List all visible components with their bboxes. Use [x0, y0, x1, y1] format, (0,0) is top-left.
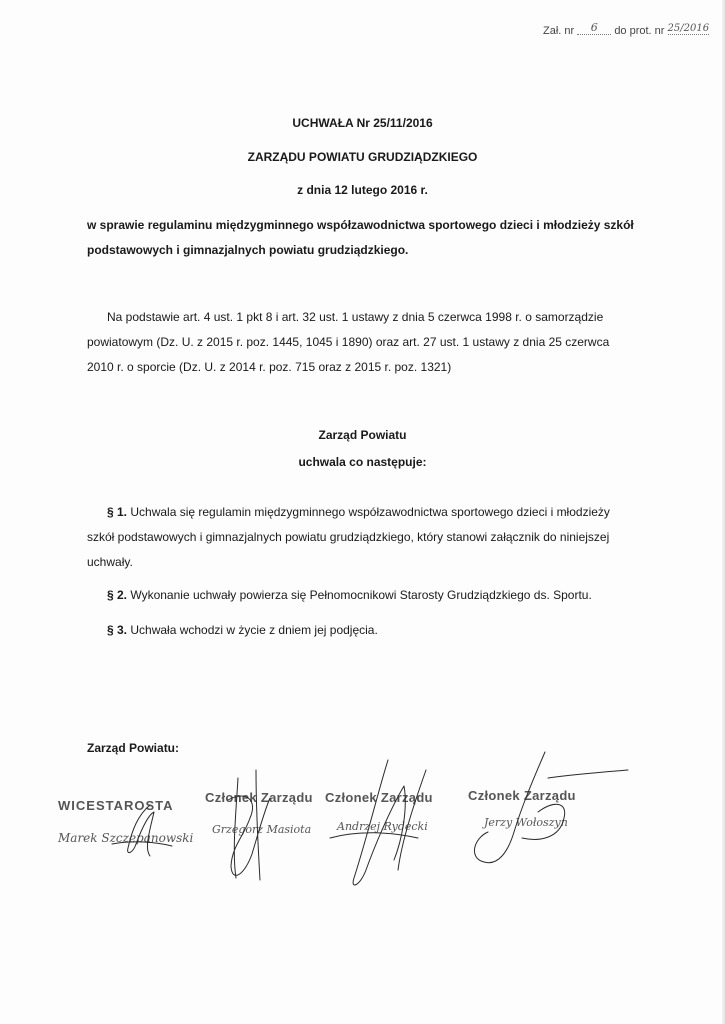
legal-basis: Na podstawie art. 4 ust. 1 pkt 8 i art. 32 ust. 1 ustawy z dnia 5 czerwca 1998 r. o samorządzie powiatowym (Dz. U. z 2015 r. poz. 1445, 1045 i 1890) oraz art. 27 ust. 1 ustawy z dnia 25 czerwca 2010 r. o sporcie (Dz. U. z 2014 r. poz. 715 oraz z 2015 r. poz. 1321)	[87, 310, 610, 374]
signatory-3-name: Andrzej Rydecki	[337, 820, 428, 833]
signatory-1-name: Marek Szczepanowski	[58, 831, 194, 845]
paragraph-3	[87, 618, 635, 643]
protocol-note-prefix: Zał. nr	[543, 25, 575, 37]
signatory-2-name: Grzegorz Masiota	[212, 823, 312, 836]
paragraph-1-text: Uchwala się regulamin międzygminnego współzawodnictwa sportowego dzieci i młodzieży szkół podstawowych i gimnazjalnych powiatu grudziądzkiego, który stanowi załącznik do niniejszej uchwały.	[87, 505, 610, 569]
attachment-number: 6	[577, 21, 611, 35]
signatory-4-title: Członek Zarządu	[468, 788, 576, 803]
signature-woloszyn	[474, 752, 628, 863]
paragraph-1-number: § 1.	[107, 505, 128, 519]
protocol-number: 25/2016	[667, 23, 710, 34]
paragraph-2	[87, 583, 635, 608]
protocol-annotation	[543, 21, 710, 38]
resolution-number: UCHWAŁA Nr 25/11/2016	[292, 116, 433, 130]
signatory-4-name: Jerzy Wołoszyn	[484, 816, 568, 829]
board-heading: Zarząd Powiatu	[318, 428, 407, 442]
protocol-note-mid: do prot. nr	[614, 25, 665, 37]
resolution-date: z dnia 12 lutego 2016 r.	[297, 183, 428, 197]
paragraph-2-text: Wykonanie uchwały powierza się Pełnomocnikowi Starosty Grudziądzkiego ds. Sportu.	[130, 588, 592, 602]
paragraph-3-text: Uchwała wchodzi w życie z dniem jej podjęcia.	[130, 623, 378, 637]
signatory-3-title: Członek Zarządu	[325, 790, 433, 805]
signatures-label: Zarząd Powiatu:	[87, 741, 180, 755]
signatory-2-title: Członek Zarządu	[205, 790, 313, 805]
resolution-subject: w sprawie regulaminu międzygminnego współzawodnictwa sportowego dzieci i młodzieży szkół podstawowych i gimnazjalnych powiatu grudziądzkiego.	[87, 218, 634, 257]
paragraph-2-number: § 2.	[107, 588, 128, 602]
issuer-name: ZARZĄDU POWIATU GRUDZIĄDZKIEGO	[247, 150, 478, 164]
signatory-1-title: WICESTAROSTA	[58, 798, 174, 813]
board-resolves: uchwala co następuje:	[298, 455, 427, 469]
paragraph-1	[87, 500, 635, 575]
paragraph-3-number: § 3.	[107, 623, 128, 637]
